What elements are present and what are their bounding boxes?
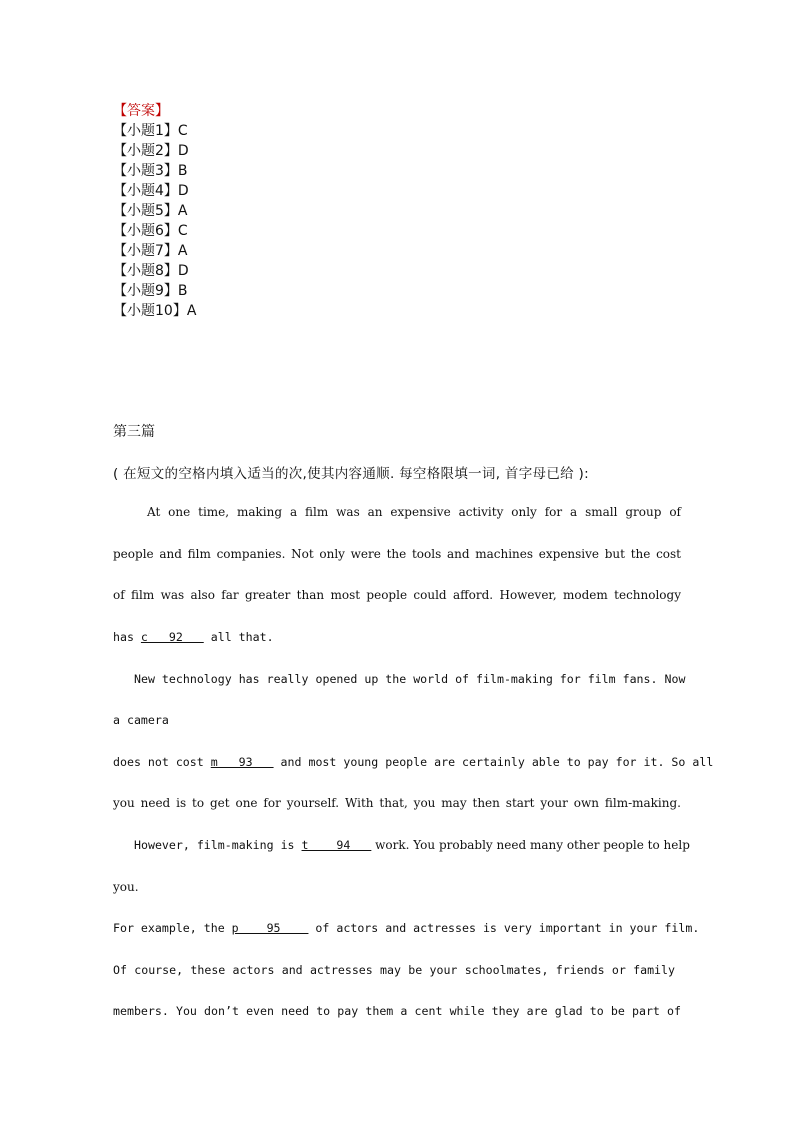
answer-item-4: 【小题4】D: [113, 183, 189, 199]
passage-line-2: people and film companies. Not only were the tools and machines expensive but the cost: [113, 547, 681, 561]
passage-line-8: you need is to get one for yourself. With that, you may then start your own film-making.: [113, 796, 681, 810]
answer-item-5: 【小题5】A: [113, 203, 188, 219]
text-fragment: work. You probably need many other people to help: [371, 838, 690, 852]
passage-line-5: New technology has really opened up the world of film-making for film fans. Now: [134, 672, 686, 686]
text-fragment: and most young people are certainly able to pay for it. So all: [273, 755, 714, 769]
passage-line-1: At one time, making a film was an expensive activity only for a small group of: [147, 505, 681, 519]
passage-line-4: [113, 630, 681, 644]
answer-item-3: 【小题3】B: [113, 163, 188, 179]
passage-line-7: [113, 755, 714, 769]
blank-93: m 93: [210, 755, 274, 769]
answer-item-10: 【小题10】A: [113, 303, 197, 319]
answer-item-2: 【小题2】D: [113, 143, 189, 159]
blank-92: c 92: [140, 630, 204, 644]
passage-line-13: members. You don’t even need to pay them a cent while they are glad to be part of: [113, 1004, 681, 1018]
text-fragment: For example, the: [113, 921, 232, 935]
passage-line-3: of film was also far greater than most people could afford. However, modem technology: [113, 588, 681, 602]
answer-item-7: 【小题7】A: [113, 243, 188, 259]
text-fragment: does not cost: [113, 755, 211, 769]
answer-item-8: 【小题8】D: [113, 263, 189, 279]
answer-item-9: 【小题9】B: [113, 283, 188, 299]
text-fragment: all that.: [203, 630, 274, 644]
section-instruction: ( 在短文的空格内填入适当的次,使其内容通顺. 每空格限填一词, 首字母已给 ):: [113, 466, 589, 482]
blank-94: t 94: [301, 838, 372, 852]
answer-item-1: 【小题1】C: [113, 123, 188, 139]
answer-item-6: 【小题6】C: [113, 223, 188, 239]
text-fragment: has: [113, 630, 141, 644]
passage-line-12: Of course, these actors and actresses may be your schoolmates, friends or family: [113, 963, 675, 977]
passage-line-11: [113, 921, 700, 935]
passage-line-9: [113, 838, 702, 852]
text-fragment: of actors and actresses is very important in your film.: [308, 921, 700, 935]
section-title: 第三篇: [113, 424, 155, 440]
text-fragment: However, film-making is: [134, 838, 302, 852]
passage-line-10: you.: [113, 880, 139, 894]
answer-key: [113, 101, 196, 321]
answer-heading: 【答案】: [113, 103, 169, 119]
blank-95: p 95: [231, 921, 309, 935]
passage-line-6: a camera: [113, 713, 169, 727]
